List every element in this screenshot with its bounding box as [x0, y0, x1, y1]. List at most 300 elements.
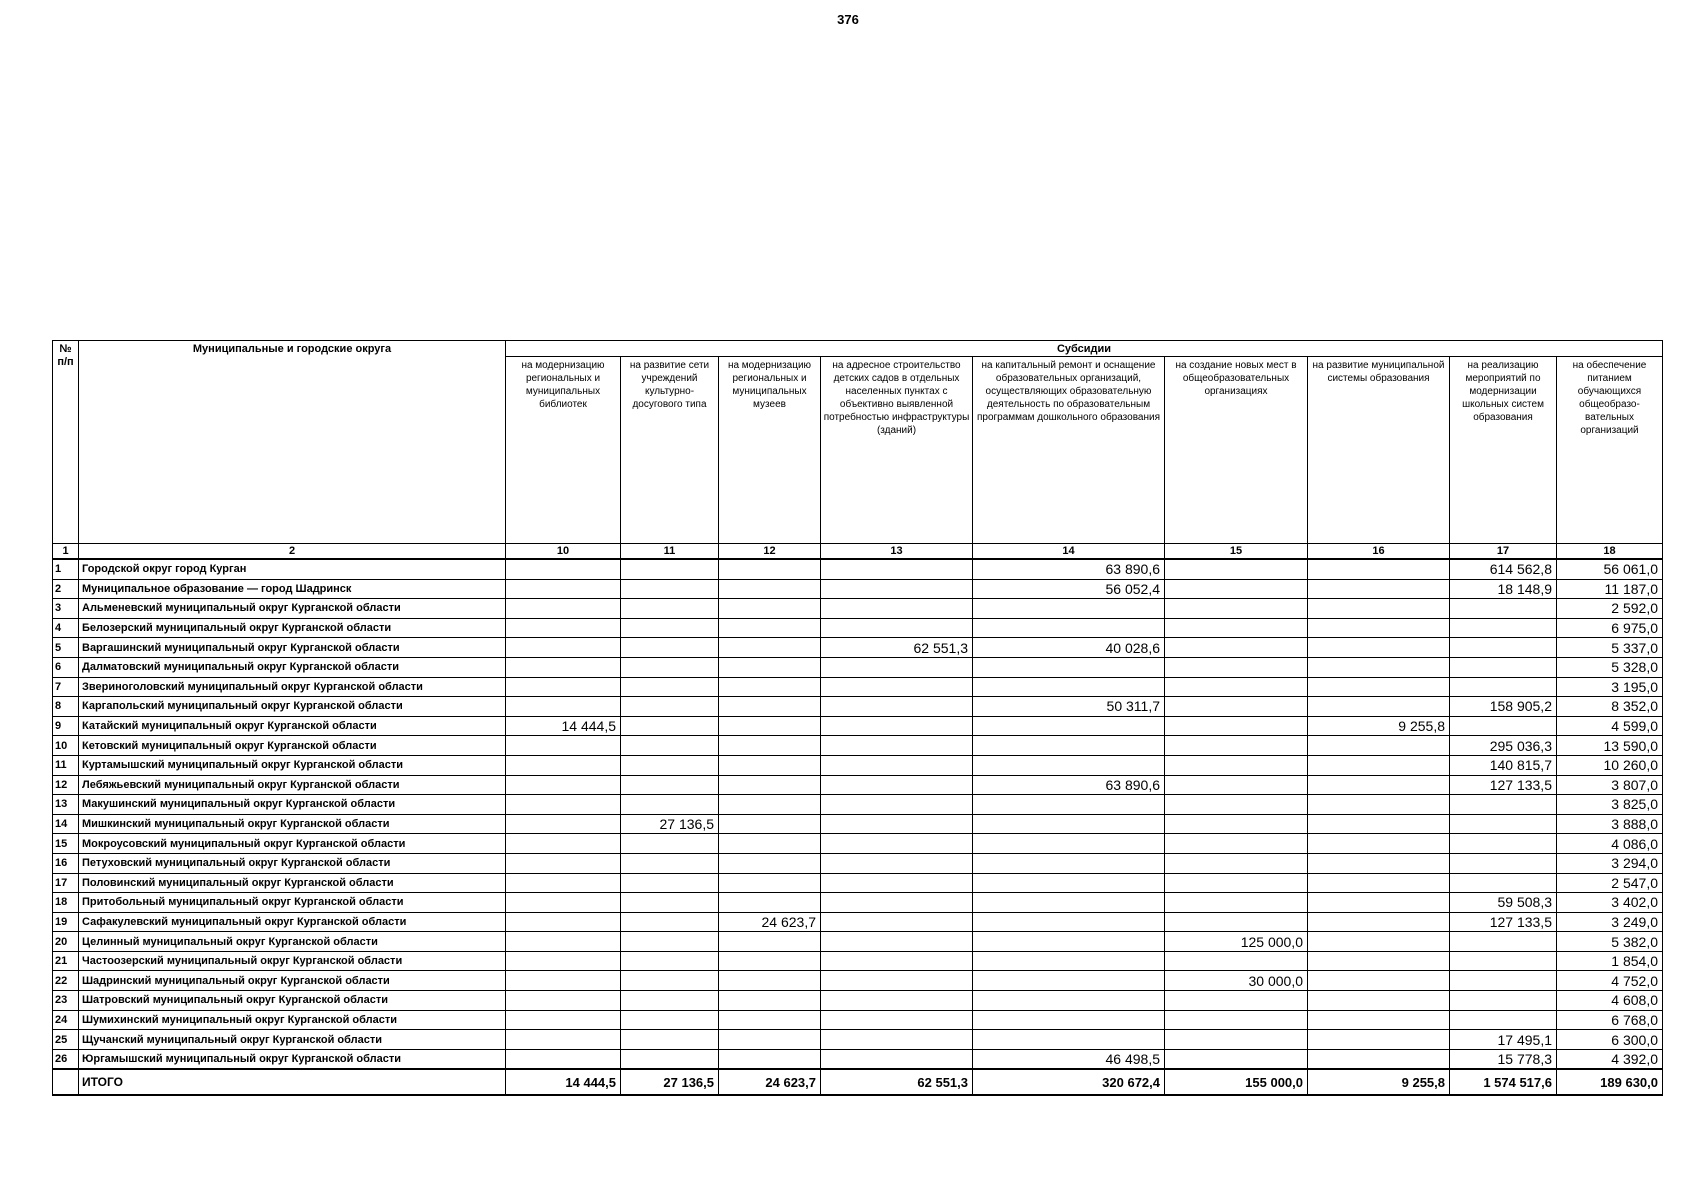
- column-number: 2: [79, 544, 506, 560]
- municipality-name: Сафакулевский муниципальный округ Курганской области: [79, 912, 506, 932]
- subsidy-value: [1450, 618, 1557, 638]
- subsidy-value: [1165, 657, 1308, 677]
- subsidy-value: [719, 853, 821, 873]
- subsidy-value: [1450, 814, 1557, 834]
- subsidy-value: [506, 697, 621, 717]
- table-row: [53, 599, 1663, 619]
- total-value: 1 574 517,6: [1450, 1069, 1557, 1095]
- total-value: 9 255,8: [1308, 1069, 1450, 1095]
- row-index: 21: [53, 951, 79, 971]
- column-number: 1: [53, 544, 79, 560]
- subsidy-value: [621, 775, 719, 795]
- subsidy-value: 63 890,6: [973, 559, 1165, 579]
- row-index: 26: [53, 1049, 79, 1069]
- total-value: 320 672,4: [973, 1069, 1165, 1095]
- subsidy-value: [1165, 559, 1308, 579]
- subsidy-value: 14 444,5: [506, 716, 621, 736]
- subsidy-value: [719, 677, 821, 697]
- subsidy-column-header: на капитальный ремонт и оснащение образовательных организаций, осуществляющих образовательную деятельность по образовательным программам дошкольного образования: [973, 357, 1165, 544]
- subsidy-value: 3 294,0: [1557, 853, 1663, 873]
- subsidy-value: [1308, 932, 1450, 952]
- subsidy-value: [621, 991, 719, 1011]
- subsidy-value: 10 260,0: [1557, 755, 1663, 775]
- header-municipality: Муниципальные и городские округа: [79, 341, 506, 544]
- subsidy-value: [621, 755, 719, 775]
- subsidy-value: [1450, 716, 1557, 736]
- subsidy-value: 30 000,0: [1165, 971, 1308, 991]
- subsidy-value: [821, 618, 973, 638]
- subsidy-value: [1308, 755, 1450, 775]
- column-number: 13: [821, 544, 973, 560]
- subsidy-value: [1308, 893, 1450, 913]
- subsidy-value: 1 854,0: [1557, 951, 1663, 971]
- subsidy-value: [621, 1010, 719, 1030]
- subsidy-value: [621, 579, 719, 599]
- municipality-name: Шумихинский муниципальный округ Курганской области: [79, 1010, 506, 1030]
- table-row: [53, 638, 1663, 658]
- subsidy-value: [1450, 834, 1557, 854]
- subsidy-value: [973, 912, 1165, 932]
- subsidy-value: [973, 736, 1165, 756]
- column-number: 15: [1165, 544, 1308, 560]
- subsidy-value: 9 255,8: [1308, 716, 1450, 736]
- municipality-name: Юргамышский муниципальный округ Курганской области: [79, 1049, 506, 1069]
- table-row: [53, 971, 1663, 991]
- total-value: 155 000,0: [1165, 1069, 1308, 1095]
- subsidy-value: 27 136,5: [621, 814, 719, 834]
- subsidy-value: [621, 1049, 719, 1069]
- subsidy-value: [506, 1049, 621, 1069]
- subsidy-value: [1450, 657, 1557, 677]
- subsidy-value: [506, 618, 621, 638]
- row-index: 19: [53, 912, 79, 932]
- table-row: [53, 657, 1663, 677]
- table-row: [53, 579, 1663, 599]
- subsidy-value: [621, 716, 719, 736]
- subsidy-value: [1450, 677, 1557, 697]
- subsidy-value: [621, 853, 719, 873]
- subsidy-value: [719, 991, 821, 1011]
- municipality-name: Шадринский муниципальный округ Курганской области: [79, 971, 506, 991]
- subsidy-column-header: на обеспечение питанием обучающихся общеобразо-вательных организаций: [1557, 357, 1663, 544]
- row-index: 9: [53, 716, 79, 736]
- subsidy-value: 13 590,0: [1557, 736, 1663, 756]
- row-index: 3: [53, 599, 79, 619]
- subsidy-value: [719, 1049, 821, 1069]
- subsidy-value: [719, 599, 821, 619]
- subsidy-value: 11 187,0: [1557, 579, 1663, 599]
- table-row: [53, 932, 1663, 952]
- subsidy-value: [621, 697, 719, 717]
- table-row: [53, 736, 1663, 756]
- subsidy-value: [821, 951, 973, 971]
- subsidy-value: [719, 559, 821, 579]
- subsidy-value: [973, 991, 1165, 1011]
- subsidy-value: [973, 853, 1165, 873]
- subsidy-column-header: на модернизацию региональных и муниципальных библиотек: [506, 357, 621, 544]
- subsidy-value: [1165, 638, 1308, 658]
- subsidy-value: 18 148,9: [1450, 579, 1557, 599]
- subsidy-value: [1165, 697, 1308, 717]
- subsidy-value: [973, 893, 1165, 913]
- subsidy-value: [973, 677, 1165, 697]
- subsidy-value: [1165, 873, 1308, 893]
- table-row: [53, 697, 1663, 717]
- subsidy-value: 56 052,4: [973, 579, 1165, 599]
- municipality-name: Щучанский муниципальный округ Курганской области: [79, 1030, 506, 1050]
- subsidy-value: [621, 951, 719, 971]
- subsidy-value: [1308, 853, 1450, 873]
- row-index: 25: [53, 1030, 79, 1050]
- subsidy-value: [621, 736, 719, 756]
- row-index: 8: [53, 697, 79, 717]
- subsidy-value: [821, 1049, 973, 1069]
- subsidy-value: [621, 599, 719, 619]
- subsidy-value: [973, 657, 1165, 677]
- subsidy-value: 614 562,8: [1450, 559, 1557, 579]
- subsidy-value: [506, 912, 621, 932]
- municipality-name: Половинский муниципальный округ Курганской области: [79, 873, 506, 893]
- subsidy-value: [719, 1030, 821, 1050]
- column-number: 14: [973, 544, 1165, 560]
- subsidy-column-header: на адресное строительство детских садов в отдельных населенных пунктах с объективно выявленной потребностью инфраструктуры (зданий): [821, 357, 973, 544]
- subsidy-value: [719, 795, 821, 815]
- subsidy-value: [1308, 677, 1450, 697]
- column-number: 17: [1450, 544, 1557, 560]
- total-value: 62 551,3: [821, 1069, 973, 1095]
- row-index: 23: [53, 991, 79, 1011]
- subsidy-value: [719, 893, 821, 913]
- subsidy-value: [1165, 736, 1308, 756]
- subsidy-value: [1450, 795, 1557, 815]
- table-row: [53, 559, 1663, 579]
- subsidy-value: 24 623,7: [719, 912, 821, 932]
- subsidy-value: 3 249,0: [1557, 912, 1663, 932]
- subsidy-value: [1308, 736, 1450, 756]
- subsidy-value: [621, 638, 719, 658]
- municipality-name: Каргапольский муниципальный округ Курганской области: [79, 697, 506, 717]
- subsidy-value: [506, 853, 621, 873]
- subsidy-value: [506, 657, 621, 677]
- subsidy-value: [973, 932, 1165, 952]
- subsidy-value: 5 382,0: [1557, 932, 1663, 952]
- subsidy-value: [1308, 618, 1450, 638]
- header-subsidies-group: Субсидии: [506, 341, 1663, 357]
- subsidy-value: [719, 873, 821, 893]
- subsidy-value: 50 311,7: [973, 697, 1165, 717]
- subsidy-value: [1165, 579, 1308, 599]
- subsidy-value: [821, 579, 973, 599]
- municipality-name: Шатровский муниципальный округ Курганской области: [79, 991, 506, 1011]
- subsidy-value: [621, 677, 719, 697]
- subsidy-value: 3 888,0: [1557, 814, 1663, 834]
- subsidy-value: [1308, 579, 1450, 599]
- table-row: [53, 795, 1663, 815]
- table-row: [53, 951, 1663, 971]
- row-index: 7: [53, 677, 79, 697]
- subsidy-value: [1308, 912, 1450, 932]
- column-number: 10: [506, 544, 621, 560]
- subsidy-value: [1308, 697, 1450, 717]
- subsidy-value: [621, 932, 719, 952]
- subsidy-value: [506, 873, 621, 893]
- subsidy-value: [621, 795, 719, 815]
- row-index: 20: [53, 932, 79, 952]
- subsidy-value: 125 000,0: [1165, 932, 1308, 952]
- subsidy-value: [821, 1030, 973, 1050]
- subsidy-value: [973, 1030, 1165, 1050]
- subsidy-value: 6 300,0: [1557, 1030, 1663, 1050]
- subsidy-value: [506, 638, 621, 658]
- subsidy-value: 3 195,0: [1557, 677, 1663, 697]
- subsidy-value: [821, 853, 973, 873]
- row-index: 11: [53, 755, 79, 775]
- subsidy-value: [719, 1010, 821, 1030]
- subsidy-value: 4 599,0: [1557, 716, 1663, 736]
- subsidy-value: 4 608,0: [1557, 991, 1663, 1011]
- total-value: 14 444,5: [506, 1069, 621, 1095]
- table-row: [53, 1030, 1663, 1050]
- municipality-name: Притобольный муниципальный округ Курганской области: [79, 893, 506, 913]
- subsidy-value: 5 328,0: [1557, 657, 1663, 677]
- subsidy-value: [506, 1030, 621, 1050]
- subsidy-value: [1165, 1030, 1308, 1050]
- subsidy-value: [1308, 599, 1450, 619]
- subsidy-value: 59 508,3: [1450, 893, 1557, 913]
- subsidy-value: [719, 775, 821, 795]
- subsidy-value: [821, 599, 973, 619]
- subsidy-value: [1450, 991, 1557, 1011]
- table-row: [53, 893, 1663, 913]
- municipality-name: Звериноголовский муниципальный округ Курганской области: [79, 677, 506, 697]
- municipality-name: Катайский муниципальный округ Курганской области: [79, 716, 506, 736]
- subsidy-value: [821, 559, 973, 579]
- subsidy-value: [821, 932, 973, 952]
- subsidy-value: 3 402,0: [1557, 893, 1663, 913]
- subsidy-value: [719, 638, 821, 658]
- page-number: 376: [837, 12, 859, 27]
- subsidy-value: [719, 618, 821, 638]
- subsidy-value: [1450, 932, 1557, 952]
- subsidy-value: [621, 834, 719, 854]
- subsidy-value: [1165, 775, 1308, 795]
- subsidy-value: [1308, 814, 1450, 834]
- subsidy-value: [1308, 1049, 1450, 1069]
- municipality-name: Целинный муниципальный округ Курганской области: [79, 932, 506, 952]
- municipality-name: Кетовский муниципальный округ Курганской области: [79, 736, 506, 756]
- subsidy-value: [719, 932, 821, 952]
- column-number: 16: [1308, 544, 1450, 560]
- row-index: 1: [53, 559, 79, 579]
- table-row: [53, 814, 1663, 834]
- table-row: [53, 912, 1663, 932]
- total-value: 27 136,5: [621, 1069, 719, 1095]
- column-number: 18: [1557, 544, 1663, 560]
- subsidy-value: [1165, 716, 1308, 736]
- subsidy-value: [1165, 618, 1308, 638]
- row-index: 5: [53, 638, 79, 658]
- table-row: [53, 1049, 1663, 1069]
- subsidy-value: [821, 677, 973, 697]
- subsidy-value: [506, 736, 621, 756]
- municipality-name: Петуховский муниципальный округ Курганской области: [79, 853, 506, 873]
- header-index: № п/п: [53, 341, 79, 544]
- subsidy-column-header: на развитие сети учреждений культурно-досугового типа: [621, 357, 719, 544]
- municipality-name: Далматовский муниципальный округ Курганской области: [79, 657, 506, 677]
- municipality-name: Альменевский муниципальный округ Курганской области: [79, 599, 506, 619]
- subsidy-value: [973, 834, 1165, 854]
- subsidy-value: [821, 814, 973, 834]
- subsidy-value: [506, 814, 621, 834]
- table-row: [53, 873, 1663, 893]
- row-index: 24: [53, 1010, 79, 1030]
- subsidy-value: [621, 912, 719, 932]
- table-row: [53, 853, 1663, 873]
- subsidy-value: [621, 1030, 719, 1050]
- subsidy-value: [621, 971, 719, 991]
- subsidy-value: [1450, 1010, 1557, 1030]
- subsidy-value: 62 551,3: [821, 638, 973, 658]
- subsidy-value: [1450, 853, 1557, 873]
- subsidy-value: [1308, 657, 1450, 677]
- row-index: 15: [53, 834, 79, 854]
- subsidy-value: [1308, 873, 1450, 893]
- subsidy-value: 3 807,0: [1557, 775, 1663, 795]
- subsidy-value: [973, 599, 1165, 619]
- subsidy-value: [1165, 1049, 1308, 1069]
- subsidy-value: [719, 814, 821, 834]
- total-index-cell: [53, 1069, 79, 1095]
- row-index: 6: [53, 657, 79, 677]
- subsidy-value: [1450, 873, 1557, 893]
- subsidy-value: [719, 971, 821, 991]
- subsidy-value: 4 086,0: [1557, 834, 1663, 854]
- total-label: ИТОГО: [79, 1069, 506, 1095]
- subsidy-value: [1165, 677, 1308, 697]
- subsidy-value: [1308, 1010, 1450, 1030]
- subsidy-value: [1165, 599, 1308, 619]
- subsidy-value: [1308, 638, 1450, 658]
- subsidy-column-header: на создание новых мест в общеобразовательных организациях: [1165, 357, 1308, 544]
- municipality-name: Мишкинский муниципальный округ Курганской области: [79, 814, 506, 834]
- column-number: 12: [719, 544, 821, 560]
- subsidy-value: [1308, 951, 1450, 971]
- subsidy-value: [506, 834, 621, 854]
- subsidy-value: [506, 991, 621, 1011]
- subsidy-value: [621, 873, 719, 893]
- subsidy-value: [719, 755, 821, 775]
- subsidy-value: [821, 716, 973, 736]
- subsidy-value: [821, 971, 973, 991]
- subsidy-value: [821, 795, 973, 815]
- municipality-name: Белозерский муниципальный округ Курганской области: [79, 618, 506, 638]
- total-value: 24 623,7: [719, 1069, 821, 1095]
- subsidy-value: [506, 579, 621, 599]
- subsidy-value: 46 498,5: [973, 1049, 1165, 1069]
- subsidy-value: [1165, 755, 1308, 775]
- subsidy-value: 17 495,1: [1450, 1030, 1557, 1050]
- column-number: 11: [621, 544, 719, 560]
- subsidy-value: [973, 795, 1165, 815]
- subsidy-value: [506, 932, 621, 952]
- subsidy-value: [821, 893, 973, 913]
- subsidy-value: [973, 755, 1165, 775]
- table-body: [53, 559, 1663, 1095]
- subsidy-value: [621, 559, 719, 579]
- municipality-name: Муниципальное образование — город Шадринск: [79, 579, 506, 599]
- table-row: [53, 716, 1663, 736]
- subsidy-value: [621, 657, 719, 677]
- subsidies-table: [52, 340, 1663, 1096]
- subsidy-value: 295 036,3: [1450, 736, 1557, 756]
- subsidy-value: 4 392,0: [1557, 1049, 1663, 1069]
- subsidy-value: 3 825,0: [1557, 795, 1663, 815]
- subsidy-column-header: на модернизацию региональных и муниципальных музеев: [719, 357, 821, 544]
- subsidy-value: 127 133,5: [1450, 775, 1557, 795]
- subsidy-value: [719, 657, 821, 677]
- municipality-name: Лебяжьевский муниципальный округ Курганской области: [79, 775, 506, 795]
- subsidy-value: 140 815,7: [1450, 755, 1557, 775]
- subsidy-value: 63 890,6: [973, 775, 1165, 795]
- subsidy-value: [973, 716, 1165, 736]
- row-index: 16: [53, 853, 79, 873]
- table-row: [53, 677, 1663, 697]
- subsidy-value: [506, 951, 621, 971]
- subsidy-value: [506, 1010, 621, 1030]
- subsidy-value: [1165, 951, 1308, 971]
- subsidy-value: [821, 1010, 973, 1030]
- row-index: 13: [53, 795, 79, 815]
- subsidy-value: [1165, 853, 1308, 873]
- subsidy-value: [506, 677, 621, 697]
- subsidy-value: [506, 971, 621, 991]
- table-header: [53, 341, 1663, 560]
- subsidy-value: 6 768,0: [1557, 1010, 1663, 1030]
- subsidy-value: [506, 893, 621, 913]
- row-index: 17: [53, 873, 79, 893]
- total-value: 189 630,0: [1557, 1069, 1663, 1095]
- municipality-name: Частоозерский муниципальный округ Курганской области: [79, 951, 506, 971]
- subsidy-value: [1308, 1030, 1450, 1050]
- subsidy-value: [821, 991, 973, 1011]
- subsidy-value: [1165, 834, 1308, 854]
- table-row: [53, 1010, 1663, 1030]
- subsidy-value: [1308, 971, 1450, 991]
- subsidy-value: [1308, 795, 1450, 815]
- row-index: 2: [53, 579, 79, 599]
- subsidy-value: 8 352,0: [1557, 697, 1663, 717]
- subsidy-value: [621, 618, 719, 638]
- subsidy-value: 2 547,0: [1557, 873, 1663, 893]
- subsidy-value: [719, 951, 821, 971]
- subsidy-value: [821, 834, 973, 854]
- subsidy-value: [506, 559, 621, 579]
- subsidy-column-header: на реализацию мероприятий по модернизации школьных систем образования: [1450, 357, 1557, 544]
- table-row: [53, 755, 1663, 775]
- row-index: 4: [53, 618, 79, 638]
- row-index: 14: [53, 814, 79, 834]
- table-row: [53, 618, 1663, 638]
- subsidy-value: [973, 873, 1165, 893]
- row-index: 18: [53, 893, 79, 913]
- municipality-name: Городской округ город Курган: [79, 559, 506, 579]
- row-index: 10: [53, 736, 79, 756]
- subsidy-value: [973, 971, 1165, 991]
- subsidy-value: [1165, 912, 1308, 932]
- subsidy-value: 127 133,5: [1450, 912, 1557, 932]
- subsidy-value: [973, 814, 1165, 834]
- subsidy-value: 6 975,0: [1557, 618, 1663, 638]
